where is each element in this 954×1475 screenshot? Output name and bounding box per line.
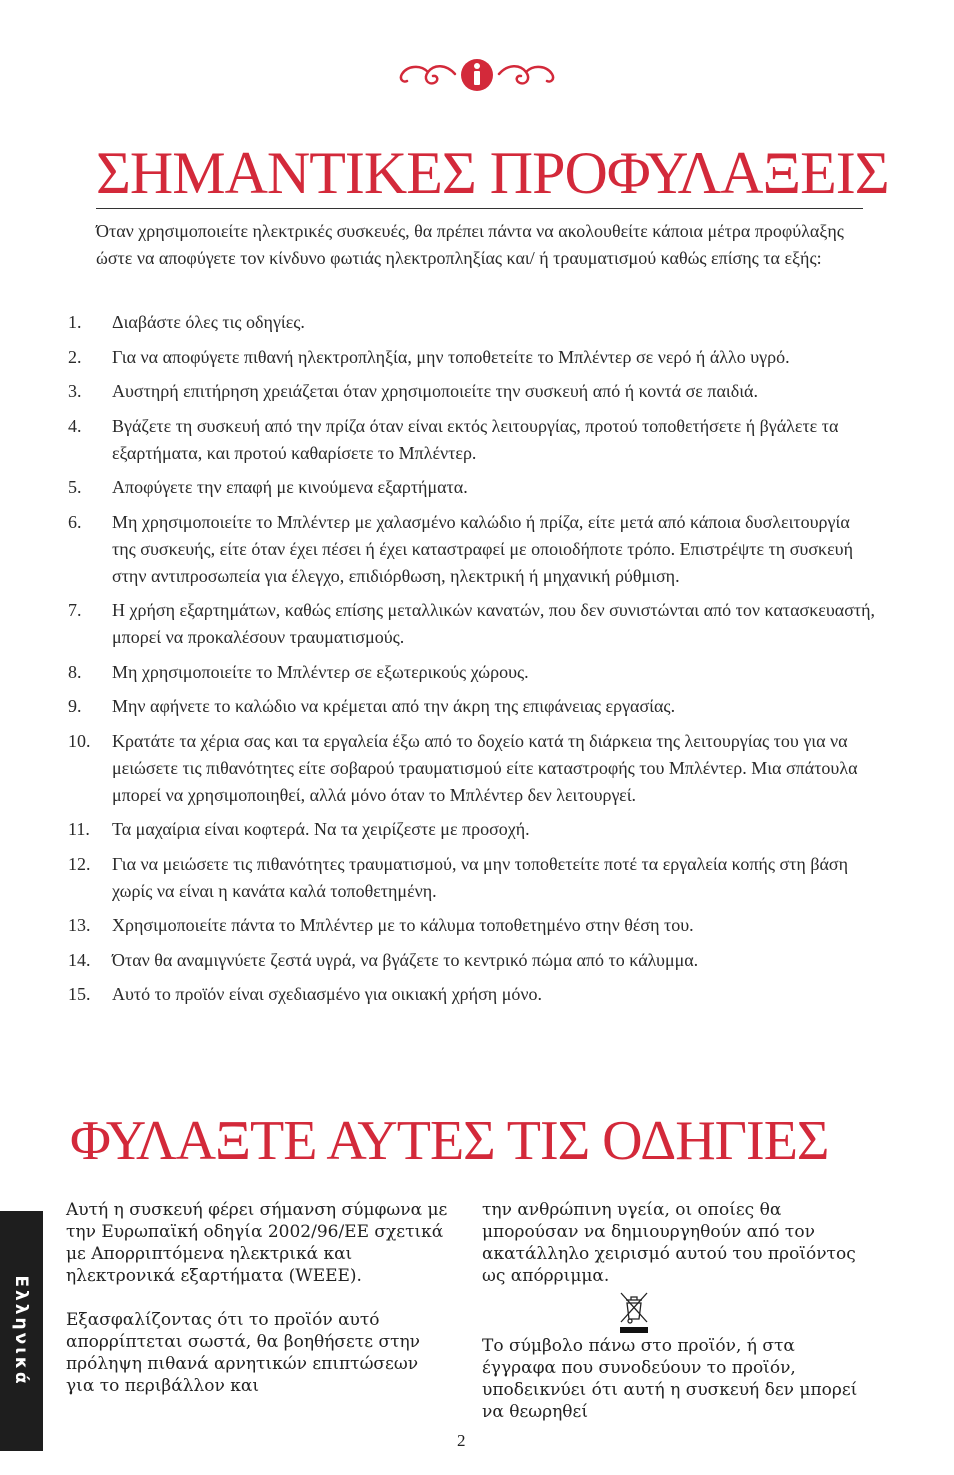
list-item [68, 816, 878, 843]
item-number: 1. [68, 312, 82, 332]
item-number: 8. [68, 661, 82, 682]
item-number: 14. [68, 949, 91, 970]
list-item [68, 597, 878, 651]
list-item [68, 693, 878, 720]
item-number: 7. [68, 600, 82, 620]
list-item [68, 474, 878, 501]
item-number: 4. [68, 415, 82, 436]
item-text: Διαβάστε όλες τις οδηγίες. [112, 312, 305, 332]
item-text: Αυτό το προϊόν είναι σχεδιασμένο για οικιακή χρήση μόνο. [112, 984, 542, 1004]
item-text: Μη χρησιμοποιείτε το Μπλέντερ σε εξωτερικούς χώρους. [112, 661, 529, 682]
page-number: 2 [457, 1431, 466, 1450]
info-ornament-icon [0, 50, 954, 100]
list-item [68, 728, 878, 809]
item-text: Μη χρησιμοποιείτε το Μπλέντερ με χαλασμένο καλώδιο ή πρίζα, είτε μετά από κάποια δυσλειτουργία της συσκευής, είτε όταν έχει πέσει ή έχει καταστραφεί με οποιοδήποτε τρόπο. Επιστρέψτε τη συσκευή στην αντιπροσωπεία για έλεγχο, επιδιόρθωση, ηλεκτρική ή μηχανική ρύθμιση. [112, 511, 853, 586]
title-divider [96, 208, 863, 209]
intro-paragraph: Όταν χρησιμοποιείτε ηλεκτρικές συσκευές, θα πρέπει πάντα να ακολουθείτε κάποια μέτρα προφύλαξης ώστε να αποφύγετε τον κίνδυνο φωτιάς ηλεκτροπληξίας και/ ή τραυματισμού καθώς επίσης τα εξής: [96, 221, 844, 268]
list-item [68, 309, 878, 336]
list-item [68, 912, 878, 939]
item-text: Τα μαχαίρια είναι κοφτερά. Να τα χειρίζεστε με προσοχή. [112, 819, 530, 839]
item-text: Μην αφήνετε το καλώδιο να κρέμεται από την άκρη της επιφάνειας εργασίας. [112, 696, 676, 716]
list-item [68, 947, 878, 974]
language-tab [0, 1211, 43, 1451]
item-number: 11. [68, 819, 90, 839]
list-item [68, 378, 878, 405]
weee-paragraph: την ανθρώπινη υγεία, οι οποίες θα μπορούσαν να δημιουργηθούν από τον ακατάλληλο χειρισμό αυτού του προϊόντος ως απόρριμμα. [482, 1200, 856, 1286]
list-item [68, 659, 878, 686]
item-number: 3. [68, 381, 82, 401]
item-number: 10. [68, 730, 91, 751]
item-text: Όταν θα αναμιγνύετε ζεστά υγρά, να βγάζετε το κεντρικό πώμα από το κάλυμμα. [112, 949, 699, 970]
item-number: 6. [68, 511, 82, 532]
weee-paragraph: Εξασφαλίζοντας ότι το προϊόν αυτό απορρίπτεται σωστά, θα βοηθήσετε στην πρόληψη πιθανά αρνητικών επιπτώσεων για το περιβάλλον και [66, 1310, 420, 1396]
item-text: Κρατάτε τα χέρια σας και τα εργαλεία έξω από το δοχείο κατά τη διάρκεια της λειτουργίας του για να μειώσετε τις πιθανότητες είτε σοβαρού τραυματισμού είτε καταστροφής του Μπλέντερ. Μια σπάτουλα μπορεί να χρησιμοποιηθεί, αλλά μόνο όταν το Μπλέντερ δεν λειτουργεί. [112, 730, 858, 805]
item-text: Αυστηρή επιτήρηση χρειάζεται όταν χρησιμοποιείτε την συσκευή από ή κοντά σε παιδιά. [112, 381, 758, 401]
page-title: ΣΗΜΑΝΤΙΚΕΣ ΠΡΟΦΥΛΑΞΕΙΣ [96, 140, 889, 206]
list-item [68, 344, 878, 371]
crossed-bin-icon [618, 1291, 650, 1335]
item-text: Για να μειώσετε τις πιθανότητες τραυματισμού, να μην τοποθετείτε ποτέ τα εργαλεία κοπής στη βάση χωρίς να είναι η κανάτα καλά τοποθετημένη. [112, 853, 849, 901]
item-text: Βγάζετε τη συσκευή από την πρίζα όταν είναι εκτός λειτουργίας, προτού τοποθετήσετε ή βγάλετε τα εξαρτήματα, και προτού καθαρίσετε το Μπλέντερ. [112, 415, 839, 463]
list-item [68, 509, 878, 590]
item-number: 2. [68, 346, 82, 367]
save-instructions-title: ΦΥΛΑΞΤΕ ΑΥΤΕΣ ΤΙΣ ΟΔΗΓΙΕΣ [70, 1110, 829, 1172]
item-text: Αποφύγετε την επαφή με κινούμενα εξαρτήματα. [112, 477, 468, 497]
list-item [68, 851, 878, 905]
language-label: Ελληνικά [11, 1275, 31, 1387]
item-text: Η χρήση εξαρτημάτων, καθώς επίσης μεταλλικών κανατών, που δεν συνιστώνται από τον κατασκευαστή, μπορεί να προκαλέσουν τραυματισμούς. [112, 600, 876, 647]
item-number: 15. [68, 984, 91, 1004]
item-number: 5. [68, 477, 82, 497]
item-text: Για να αποφύγετε πιθανή ηλεκτροπληξία, μην τοποθετείτε το Μπλέντερ σε νερό ή άλλο υγρό. [112, 346, 790, 367]
weee-column-right [482, 1199, 867, 1423]
precautions-list [68, 309, 878, 1016]
weee-column-left [66, 1199, 451, 1397]
item-number: 9. [68, 696, 82, 716]
list-item [68, 413, 878, 467]
list-item [68, 981, 878, 1008]
item-number: 13. [68, 915, 91, 935]
weee-paragraph: Το σύμβολο πάνω στο προϊόν, ή στα έγγραφα που συνοδεύουν το προϊόν, υποδεικνύει ότι αυτή η συσκευή δεν μπορεί να θεωρηθεί [482, 1336, 858, 1422]
item-text: Χρησιμοποιείτε πάντα το Μπλέντερ με το κάλυμα τοποθετημένο στην θέση του. [112, 915, 694, 935]
weee-paragraph: Αυτή η συσκευή φέρει σήμανση σύμφωνα με την Ευρωπαϊκή οδηγία 2002/96/ΕΕ σχετικά με Απορριπτόμενα ηλεκτρικά και ηλεκτρονικά εξαρτήματα (WEEE). [66, 1200, 448, 1286]
item-number: 12. [68, 853, 91, 874]
